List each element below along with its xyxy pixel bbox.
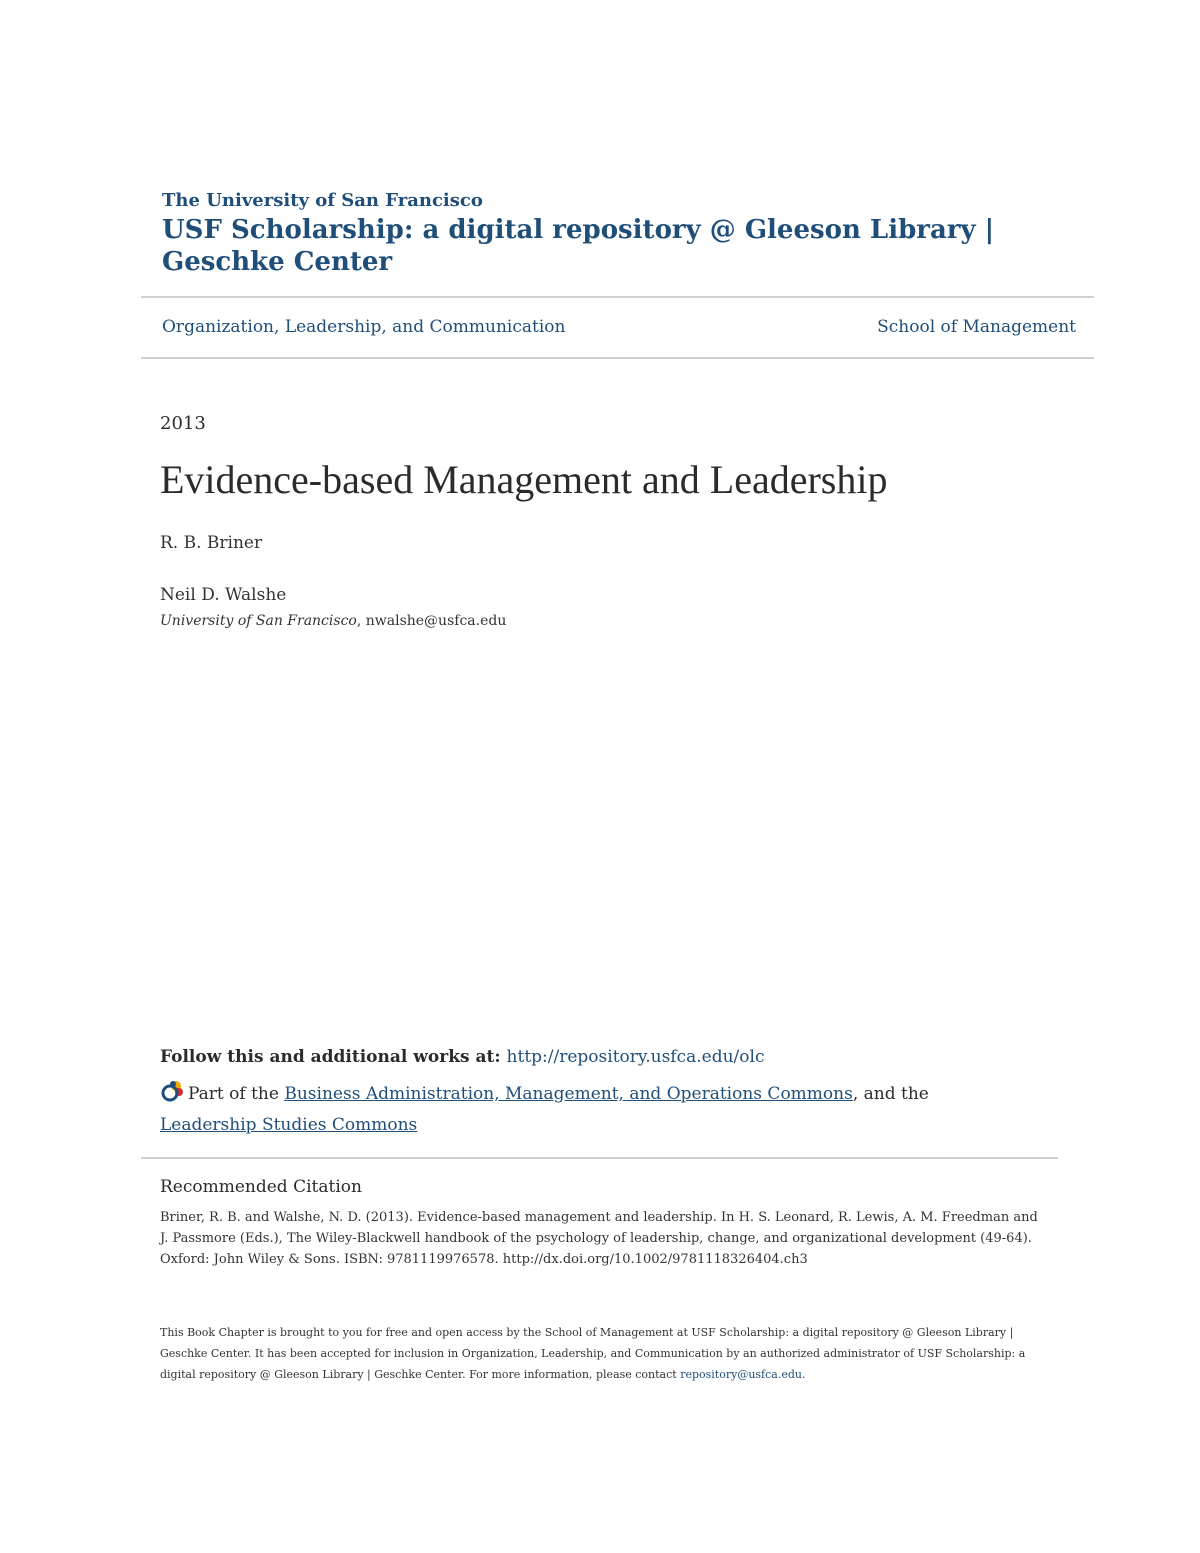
university-name: The University of San Francisco (162, 190, 483, 211)
leadership-commons-link[interactable]: Leadership Studies Commons (160, 1115, 418, 1135)
follow-line (160, 1047, 764, 1067)
citation-divider (141, 1157, 1058, 1159)
header-divider (141, 357, 1094, 359)
commons-network-icon (160, 1080, 184, 1111)
footer-text: This Book Chapter is brought to you for free and open access by the School of Management at USF Scholarship: a digital repository @ Gleeson Library | Geschke Center. It has been accepted for inclusion in Organization, Leadership, and Communication by an authorized administrator of USF Scholarship: a digital repository @ Gleeson Library | Geschke Center. For more information, please contact (160, 1326, 1026, 1381)
footer-end: . (801, 1368, 806, 1381)
publication-year: 2013 (160, 413, 206, 434)
citation-heading: Recommended Citation (160, 1177, 362, 1197)
partof-middle: , and the (852, 1084, 929, 1104)
top-divider (141, 296, 1094, 298)
repository-title[interactable]: USF Scholarship: a digital repository @ Gleeson Library | Geschke Center (162, 215, 995, 277)
affiliation-institution: University of San Francisco (160, 613, 357, 629)
business-commons-link[interactable]: Business Administration, Management, and Operations Commons (284, 1084, 853, 1104)
document-title: Evidence-based Management and Leadership (160, 457, 888, 502)
follow-label: Follow this and additional works at: (160, 1047, 507, 1067)
school-link[interactable]: School of Management (877, 317, 1076, 337)
footer-notice (160, 1322, 1040, 1385)
author-affiliation (160, 613, 506, 629)
author-name: Neil D. Walshe (160, 585, 287, 605)
citation-text: Briner, R. B. and Walshe, N. D. (2013). Evidence-based management and leadership. In H. S. Leonard, R. Lewis, A. M. Freedman and J. Passmore (Eds.), The Wiley-Blackwell handbook of the psychology of leadership, change, and organizational development (49-64). Oxford: John Wiley & Sons. ISBN: 9781119976578. http://dx.doi.org/10.1002/9781118326404.ch3 (160, 1210, 1038, 1267)
affiliation-email: , nwalshe@usfca.edu (356, 613, 507, 629)
contact-email-link[interactable]: repository@usfca.edu (680, 1368, 802, 1381)
part-of-commons (160, 1080, 980, 1139)
repository-link[interactable]: http://repository.usfca.edu/olc (506, 1047, 765, 1067)
partof-prefix: Part of the (188, 1084, 285, 1104)
collection-link[interactable]: Organization, Leadership, and Communication (162, 317, 566, 337)
author-name: R. B. Briner (160, 533, 263, 553)
